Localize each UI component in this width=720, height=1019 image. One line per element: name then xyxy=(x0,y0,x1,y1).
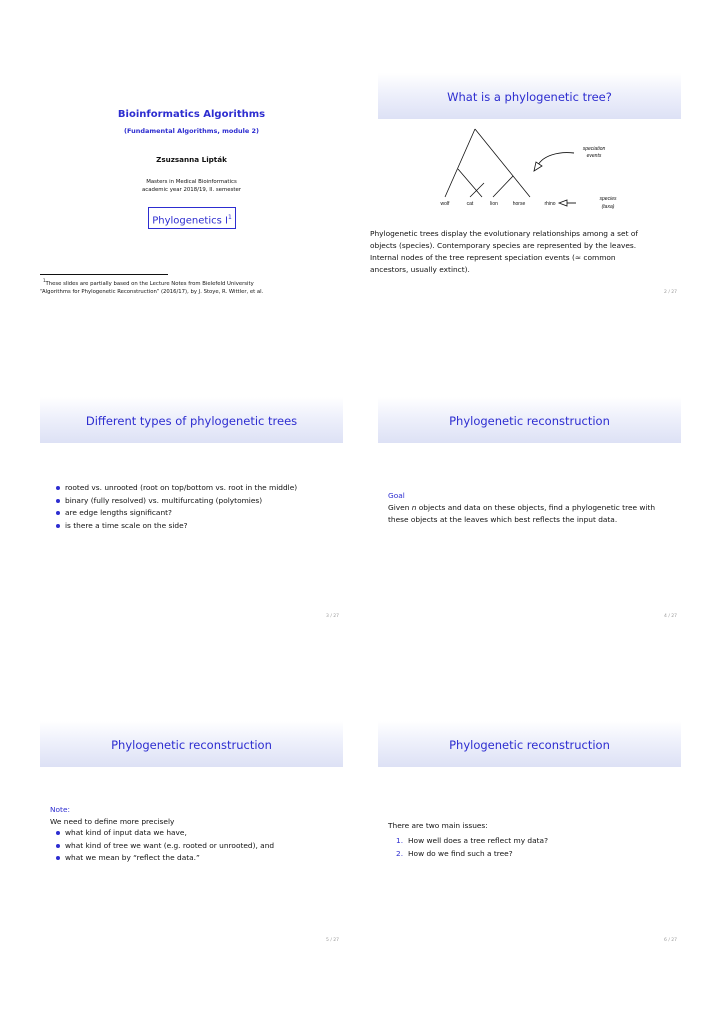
numbered-item xyxy=(396,834,676,847)
slide-reconstruction-goal xyxy=(378,397,681,627)
speciation-arrowhead xyxy=(534,162,542,171)
bullet-item: are edge lengths significant? xyxy=(55,507,340,520)
bullet-item: binary (fully resolved) vs. multifurcating (polytomies) xyxy=(55,495,340,508)
slide5-bullets xyxy=(55,827,340,865)
slide1-title: Bioinformatics Algorithms xyxy=(117,109,266,120)
leaf-label: horse xyxy=(512,201,526,207)
slide2-title: What is a phylogenetic tree? xyxy=(447,90,612,104)
slide-title xyxy=(40,73,343,303)
slide1-program: Masters in Medical Bioinformatics xyxy=(146,179,237,185)
annot-speciation-1: speciation xyxy=(582,146,606,152)
bullet-item: what kind of tree we want (e.g. rooted or unrooted), and xyxy=(55,840,340,853)
item-text: How do we find such a tree? xyxy=(408,849,513,858)
slide1-subtitle: (Fundamental Algorithms, module 2) xyxy=(123,127,259,135)
slide3-title: Different types of phylogenetic trees xyxy=(85,414,298,428)
page-number: 4 / 27 xyxy=(664,614,677,619)
goal-block xyxy=(388,490,678,526)
page-number: 6 / 27 xyxy=(664,938,677,943)
slide3-bullets xyxy=(55,482,340,532)
note-label: Note: xyxy=(50,805,70,814)
tree-edge xyxy=(493,176,513,197)
slide6-title: Phylogenetic reconstruction xyxy=(449,738,610,752)
slide-tree-types xyxy=(40,397,343,627)
para-line: ancestors, usually extinct). xyxy=(370,265,470,274)
page-number: 5 / 27 xyxy=(326,938,339,943)
leaf-label: cat xyxy=(466,201,474,207)
slide1-author: Zsuzsanna Lipták xyxy=(156,155,227,164)
slide1-box xyxy=(148,207,236,229)
speciation-arrow xyxy=(538,153,574,165)
slide2-paragraph xyxy=(370,228,680,276)
goal-var: n xyxy=(411,503,417,512)
slide-phylo-tree xyxy=(370,73,681,303)
species-arrowhead xyxy=(559,200,567,206)
para-line: objects (species). Contemporary species are represented by the leaves. xyxy=(370,241,637,250)
goal-text: Given xyxy=(388,503,412,512)
goal-text: objects and data on these objects, find a phylogenetic tree with xyxy=(416,503,656,512)
tree-edge xyxy=(445,129,475,197)
slide4-title: Phylogenetic reconstruction xyxy=(449,414,610,428)
issues-intro: There are two main issues: xyxy=(388,821,488,830)
item-text: How well does a tree reflect my data? xyxy=(408,836,549,845)
footnote-line1: These slides are partially based on the Lecture Notes from Bielefeld University xyxy=(45,280,254,287)
slide1-box-title: Phylogenetics I xyxy=(152,215,228,227)
slide5-title: Phylogenetic reconstruction xyxy=(111,738,272,752)
tree-edge xyxy=(458,169,482,197)
bullet-item: what we mean by “reflect the data.” xyxy=(55,852,340,865)
issues-list xyxy=(396,834,676,860)
para-line: Internal nodes of the tree represent speciation events (≈ common xyxy=(370,253,616,262)
slide-reconstruction-note xyxy=(40,721,343,951)
slide1-box-sup: 1 xyxy=(227,214,232,221)
bullet-item: what kind of input data we have, xyxy=(55,827,340,840)
footnote-mark: 1 xyxy=(43,278,46,283)
annot-species-1: species xyxy=(599,196,617,202)
note-intro: We need to define more precisely xyxy=(50,817,175,826)
leaf-label: wolf xyxy=(440,201,450,207)
leaf-label: lion xyxy=(490,201,498,207)
footnote-rule xyxy=(40,274,168,275)
slide1-footnote xyxy=(40,277,343,296)
goal-line1 xyxy=(388,502,678,514)
goal-line2: these objects at the leaves which best reflects the input data. xyxy=(388,515,618,524)
leaf-label: rhino xyxy=(544,201,556,207)
slide1-year: academic year 2018/19, II. semester xyxy=(141,187,242,193)
footnote-line2: “Algorithms for Phylogenetic Reconstruction” (2016/17), by J. Stoye, R. Wittler, et al. xyxy=(40,288,264,295)
annot-species-2: (taxa) xyxy=(601,204,615,210)
para-line: Phylogenetic trees display the evolutionary relationships among a set of xyxy=(370,229,638,238)
annot-speciation-2: events xyxy=(586,153,602,159)
item-number: 1. xyxy=(396,836,404,845)
phylogenetic-tree-figure xyxy=(378,121,681,221)
item-number: 2. xyxy=(396,849,404,858)
bullet-item: rooted vs. unrooted (root on top/bottom vs. root in the middle) xyxy=(55,482,340,495)
page-number: 3 / 27 xyxy=(326,614,339,619)
slide-reconstruction-issues xyxy=(378,721,681,951)
bullet-item: is there a time scale on the side? xyxy=(55,520,340,533)
page-number: 2 / 27 xyxy=(664,290,677,295)
note-block xyxy=(50,804,340,828)
goal-label: Goal xyxy=(388,491,405,500)
numbered-item xyxy=(396,847,676,860)
